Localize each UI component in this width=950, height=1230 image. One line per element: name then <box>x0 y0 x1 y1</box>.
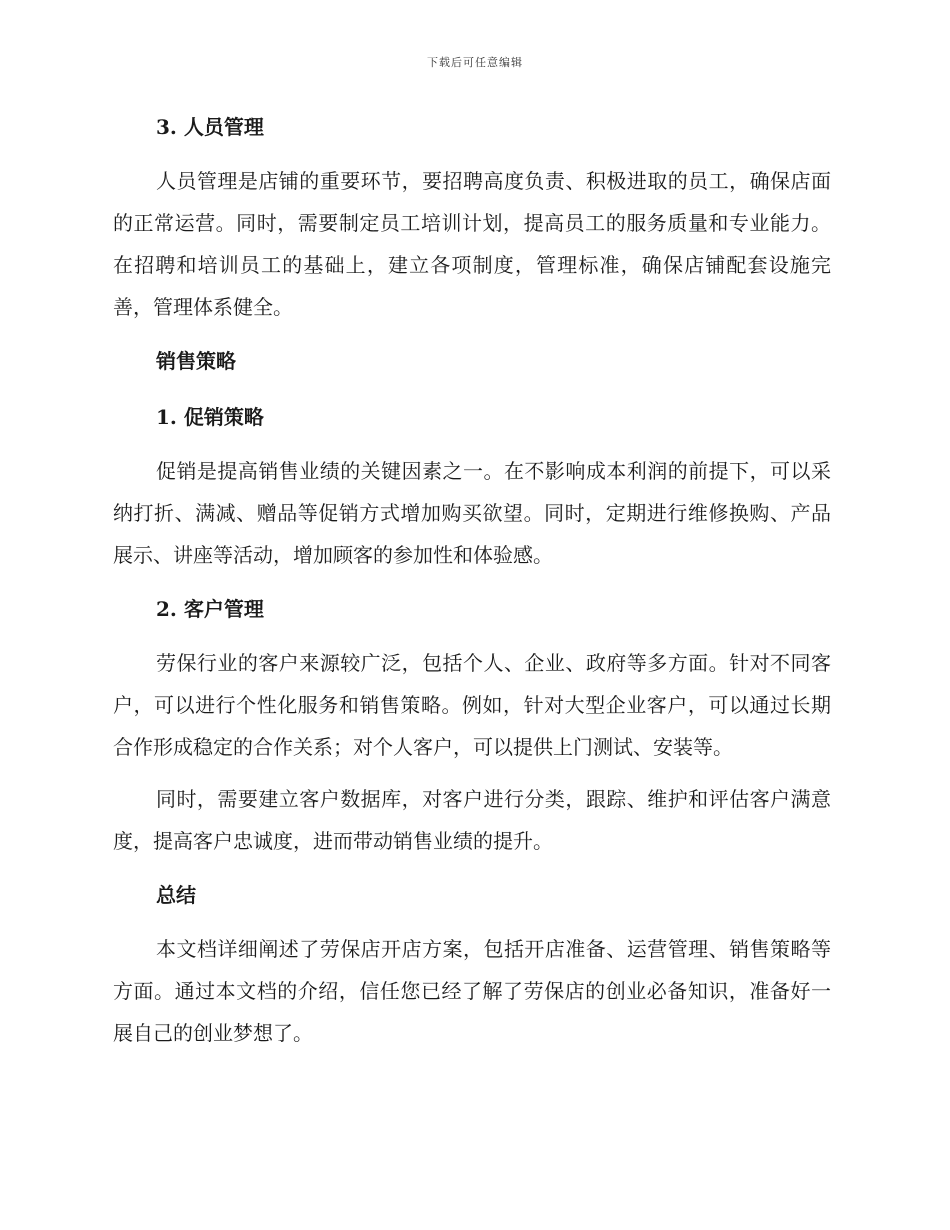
paragraph-customer-management-2: 同时，需要建立客户数据库，对客户进行分类，跟踪、维护和评估客户满意度，提高客户忠诚度，进而带动销售业绩的提升。 <box>113 787 831 853</box>
heading-sales-strategy: 销售策略 <box>156 349 236 373</box>
paragraph-promotion-strategy: 促销是提高销售业绩的关键因素之一。在不影响成本利润的前提下，可以采纳打折、满减、赠品等促销方式增加购买欲望。同时，定期进行维修换购、产品展示、讲座等活动，增加顾客的参加性和体验感。 <box>113 459 831 567</box>
paragraph-staff-management: 人员管理是店铺的重要环节，要招聘高度负责、积极进取的员工，确保店面的正常运营。同时，需要制定员工培训计划，提高员工的服务质量和专业能力。在招聘和培训员工的基础上，建立各项制度，管理标准，确保店铺配套设施完善，管理体系健全。 <box>113 169 831 319</box>
heading-promotion-strategy: 1. 促销策略 <box>156 405 264 429</box>
heading-summary: 总结 <box>156 883 196 907</box>
page-header: 下载后可任意编辑 <box>427 56 523 69</box>
heading-customer-management: 2. 客户管理 <box>156 597 264 621</box>
document-body <box>113 104 831 1054</box>
heading-staff-management: 3. 人员管理 <box>156 115 264 139</box>
paragraph-customer-management-1: 劳保行业的客户来源较广泛，包括个人、企业、政府等多方面。针对不同客户，可以进行个性化服务和销售策略。例如，针对大型企业客户，可以通过长期合作形成稳定的合作关系；对个人客户，可以提供上门测试、安装等。 <box>113 651 831 759</box>
paragraph-summary: 本文档详细阐述了劳保店开店方案，包括开店准备、运营管理、销售策略等方面。通过本文档的介绍，信任您已经了解了劳保店的创业必备知识，准备好一展自己的创业梦想了。 <box>113 937 831 1045</box>
